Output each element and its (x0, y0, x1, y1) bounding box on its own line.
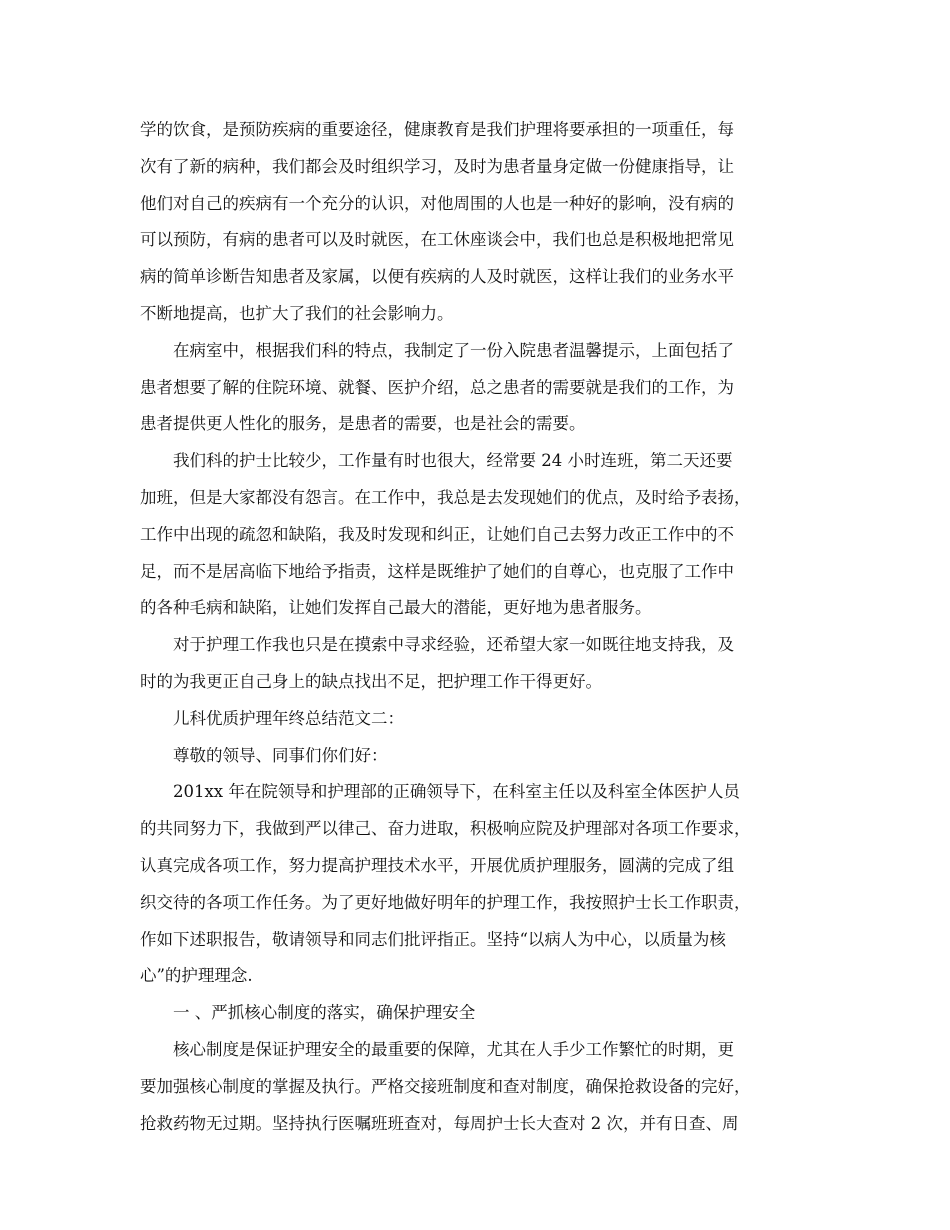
text-line: 足，而不是居高临下地给予指责，这样是既维护了她们的自尊心，也克服了工作中 (140, 561, 734, 581)
text-line: 次有了新的病种，我们都会及时组织学习，及时为患者量身定做一份健康指导，让 (140, 156, 734, 176)
text-line: 他们对自己的疾病有一个充分的认识，对他周围的人也是一种好的影响，没有病的 (140, 193, 734, 213)
text-line: 工作中出现的疏忽和缺陷，我及时发现和纠正，让她们自己去努力改正工作中的不 (140, 524, 734, 544)
text-line: 心”的护理理念. (140, 966, 253, 986)
section-title: 儿科优质护理年终总结范文二： (173, 708, 404, 728)
text-line: 时的为我更正自己身上的缺点找出不足，把护理工作干得更好。 (140, 671, 602, 691)
paragraph-first-line: 我们科的护士比较少，工作量有时也很大，经常要 24 小时连班，第二天还要 (173, 451, 733, 471)
text-line: 的各种毛病和缺陷，让她们发挥自己最大的潜能，更好地为患者服务。 (140, 598, 652, 618)
text-line: 可以预防，有病的患者可以及时就医，在工休座谈会中，我们也总是积极地把常见 (140, 230, 734, 250)
document-body (140, 112, 830, 1142)
paragraph-first-line: 核心制度是保证护理安全的最重要的保障，尤其在人手少工作繁忙的时期，更 (173, 1039, 734, 1059)
text-line: 学的饮食，是预防疾病的重要途径，健康教育是我们护理将要承担的一项重任，每 (140, 120, 734, 139)
paragraph-first-line: 201xx 年在院领导和护理部的正确领导下，在科室主任以及科室全体医护人员 (173, 782, 740, 802)
text-line: 认真完成各项工作，努力提高护理技术水平，开展优质护理服务，圆满的完成了组 (140, 855, 734, 875)
text-line: 织交待的各项工作任务。为了更好地做好明年的护理工作，我按照护士长工作职责， (140, 892, 751, 912)
paragraph-first-line: 对于护理工作我也只是在摸索中寻求经验，还希望大家一如既往地支持我，及 (173, 635, 734, 655)
text-line: 作如下述职报告，敬请领导和同志们批评指正。坚持“以病人为中心，以质量为核 (140, 929, 726, 949)
text-line: 抢救药物无过期。坚持执行医嘱班班查对，每周护士长大查对 2 次，并有日查、周 (140, 1113, 739, 1133)
paragraph-first-line: 在病室中，根据我们科的特点，我制定了一份入院患者温馨提示，上面包括了 (173, 340, 734, 360)
text-line: 患者想要了解的住院环境、就餐、医护介绍，总之患者的需要就是我们的工作，为 (140, 377, 734, 397)
text-line: 病的简单诊断告知患者及家属，以便有疾病的人及时就医，这样让我们的业务水平 (140, 267, 734, 287)
text-line: 的共同努力下，我做到严以律己、奋力进取，积极响应院及护理部对各项工作要求， (140, 819, 751, 839)
text-line: 患者提供更人性化的服务，是患者的需要，也是社会的需要。 (140, 414, 586, 434)
text-line: 要加强核心制度的掌握及执行。严格交接班制度和查对制度，确保抢救设备的完好， (140, 1076, 751, 1096)
text-line: 加班，但是大家都没有怨言。在工作中，我总是去发现她们的优点，及时给予表扬， (140, 487, 751, 507)
salutation: 尊敬的领导、同事们你们好： (173, 745, 388, 765)
section-heading: 一 、严抓核心制度的落实，确保护理安全 (173, 1003, 476, 1023)
text-line: 不断地提高，也扩大了我们的社会影响力。 (140, 303, 454, 323)
